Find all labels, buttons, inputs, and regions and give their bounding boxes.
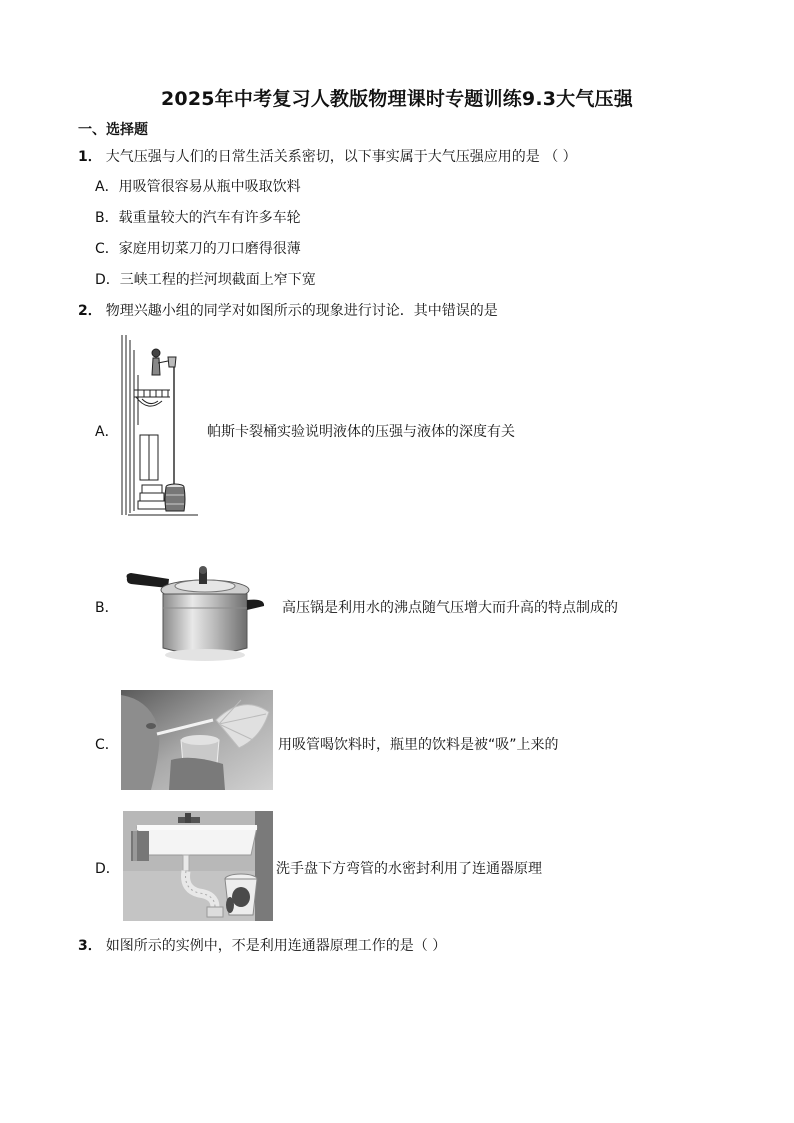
- question-1: [78, 146, 577, 166]
- q2-option-c-text: 用吸管喝饮料时，瓶里的饮料是被“吸”上来的: [278, 737, 559, 753]
- straw-drinking-photo: [121, 690, 273, 790]
- q2-option-b-label: B．: [95, 600, 119, 616]
- question-2: [78, 300, 498, 320]
- pressure-cooker-photo: [123, 560, 268, 665]
- question-stem: 物理兴趣小组的同学对如图所示的现象进行讨论．其中错误的是: [105, 303, 498, 319]
- question-number: 3．: [78, 938, 102, 954]
- q2-option-d-label: D．: [95, 861, 120, 877]
- q2-option-d-text: 洗手盘下方弯管的水密封利用了连通器原理: [276, 861, 542, 877]
- q1-option-d: D．三峡工程的拦河坝截面上窄下宽: [95, 272, 316, 288]
- question-3: [78, 935, 446, 955]
- sink-trap-photo: [123, 811, 273, 921]
- question-stem: 大气压强与人们的日常生活关系密切，以下事实属于大气压强应用的是 （ ）: [105, 149, 577, 165]
- question-stem: 如图所示的实例中，不是利用连通器原理工作的是（ ）: [105, 938, 447, 954]
- q1-option-b: B．载重量较大的汽车有许多车轮: [95, 210, 301, 226]
- pascal-barrel-illustration: [118, 335, 208, 520]
- q1-option-a: A．用吸管很容易从瓶中吸取饮料: [95, 179, 301, 195]
- question-number: 2．: [78, 303, 102, 319]
- q2-option-c-label: C．: [95, 737, 119, 753]
- q1-option-c: C．家庭用切菜刀的刀口磨得很薄: [95, 241, 301, 257]
- section-heading: 一、选择题: [78, 122, 148, 138]
- q2-option-a-label: A．: [95, 424, 119, 440]
- q2-option-b-text: 高压锅是利用水的沸点随气压增大而升高的特点制成的: [282, 600, 618, 616]
- question-number: 1．: [78, 149, 102, 165]
- page-title: 2025年中考复习人教版物理课时专题训练9.3大气压强: [161, 88, 633, 110]
- q2-option-a-text: 帕斯卡裂桶实验说明液体的压强与液体的深度有关: [207, 424, 515, 440]
